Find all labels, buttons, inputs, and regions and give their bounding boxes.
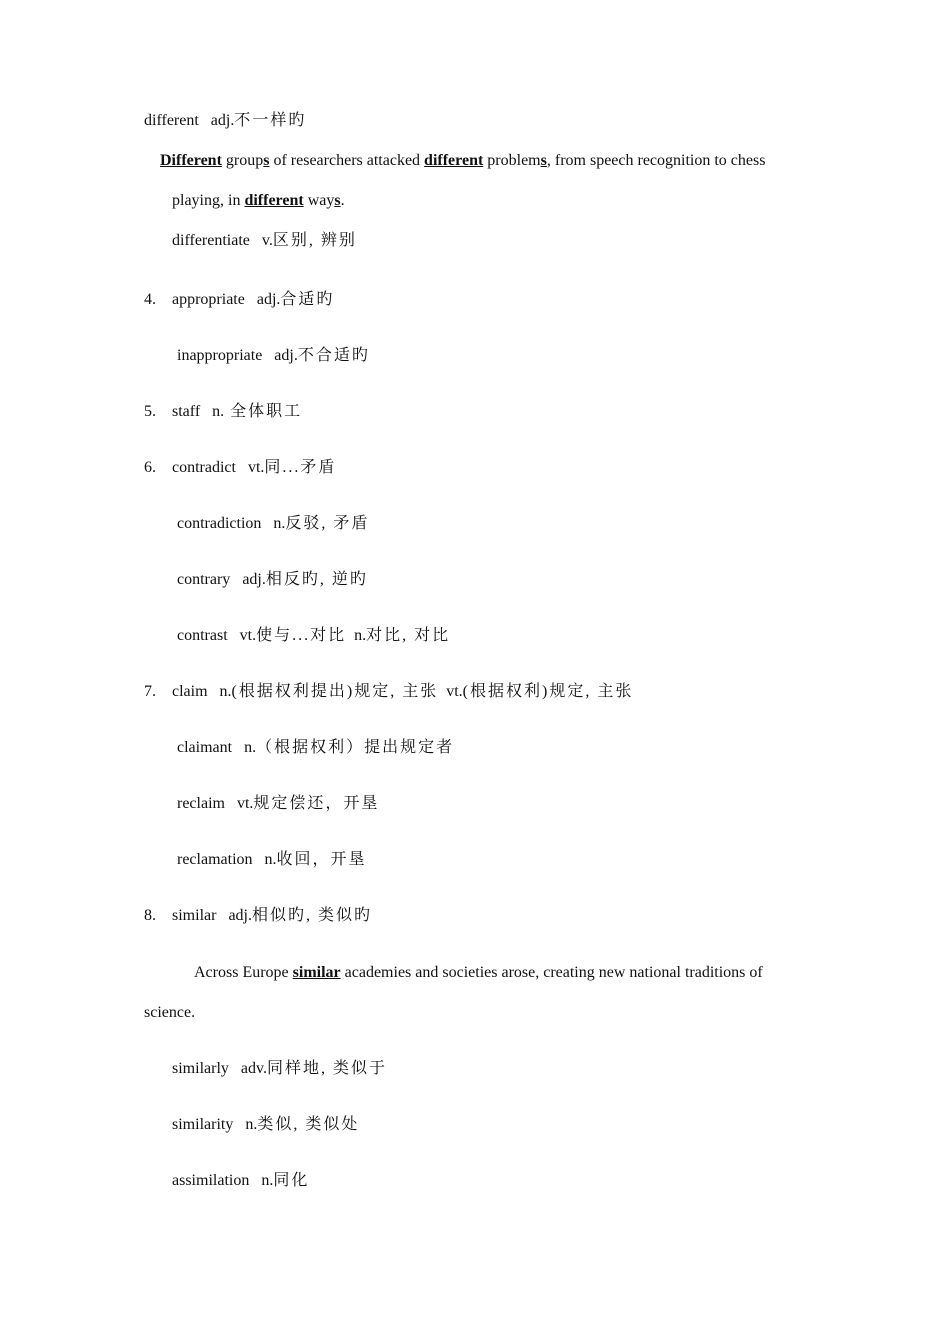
entry-word: similarly <box>172 1060 229 1077</box>
entry-meaning: 反驳, 矛盾 <box>285 515 370 532</box>
sentence-text: academies and societies arose, creating new national traditions of <box>340 964 763 981</box>
example-sentence-line-2 <box>172 191 345 211</box>
example-sentence-line-1 <box>160 151 765 171</box>
entry-contradiction <box>177 514 369 534</box>
entry-word: appropriate <box>172 291 245 308</box>
entry-contradict <box>144 458 336 478</box>
entry-meaning: 相反旳, 逆旳 <box>265 571 368 588</box>
entry-pos: n. <box>354 627 367 644</box>
entry-staff <box>144 402 302 422</box>
sentence-text: playing, in <box>172 192 245 209</box>
entry-different <box>144 111 306 131</box>
entry-pos: vt. <box>236 795 254 812</box>
entry-pos: n. <box>219 683 232 700</box>
entry-word: differentiate <box>172 232 250 249</box>
entry-pos: adj. <box>256 291 281 308</box>
entry-differentiate <box>172 231 357 251</box>
entry-assimilation <box>172 1171 309 1191</box>
entry-similarly <box>172 1059 387 1079</box>
entry-word: contrast <box>177 627 228 644</box>
entry-inappropriate <box>177 346 370 366</box>
entry-word: staff <box>172 403 201 420</box>
entry-contrary <box>177 570 368 590</box>
entry-meaning: 收回，开垦 <box>276 851 367 868</box>
entry-number: 7. <box>144 683 156 700</box>
entry-meaning: 全体职工 <box>224 403 303 420</box>
entry-claim <box>144 682 633 702</box>
sentence-text: problem <box>483 152 541 169</box>
entry-meaning: 同...矛盾 <box>264 459 337 476</box>
sentence-text: of researchers attacked <box>269 152 425 169</box>
entry-pos: n. <box>212 403 225 420</box>
entry-word: contradiction <box>177 515 262 532</box>
example-sentence-line-1 <box>194 963 763 983</box>
entry-meaning: 规定偿还，开垦 <box>253 795 380 812</box>
entry-pos: n. <box>264 851 277 868</box>
entry-pos: n. <box>273 515 286 532</box>
sentence-text: . <box>340 192 345 209</box>
entry-meaning: 类似, 类似处 <box>257 1116 360 1133</box>
entry-appropriate <box>144 290 334 310</box>
entry-pos: v. <box>261 232 273 249</box>
entry-word: claimant <box>177 739 233 756</box>
keyword: similar <box>292 964 341 981</box>
entry-pos: adj. <box>242 571 266 588</box>
sentence-text: way <box>303 192 335 209</box>
entry-word: different <box>144 112 199 129</box>
entry-number: 5. <box>144 403 156 420</box>
entry-reclamation <box>177 850 367 870</box>
entry-similar <box>144 906 372 926</box>
entry-contrast <box>177 626 450 646</box>
entry-word: inappropriate <box>177 347 263 364</box>
entry-meaning: （根据权利）提出规定者 <box>256 739 455 756</box>
entry-similarity <box>172 1115 359 1135</box>
entry-word: assimilation <box>172 1172 250 1189</box>
entry-pos: vt. <box>446 683 463 700</box>
entry-meaning: 使与...对比 <box>256 627 347 644</box>
sentence-text: Across Europe <box>194 964 293 981</box>
entry-number: 6. <box>144 459 156 476</box>
entry-word: similar <box>172 907 217 924</box>
sentence-text: group <box>221 152 264 169</box>
suffix-highlight: s <box>334 192 341 209</box>
entry-meaning: 不合适旳 <box>297 347 370 364</box>
entry-meaning: 同化 <box>273 1172 310 1189</box>
entry-meaning: 同样地, 类似于 <box>266 1060 387 1077</box>
keyword: Different <box>160 152 222 169</box>
entry-pos: n. <box>245 1116 258 1133</box>
entry-word: contradict <box>172 459 236 476</box>
entry-meaning: 不一样旳 <box>234 112 307 129</box>
sentence-text: , from speech recognition to chess <box>546 152 766 169</box>
entry-word: reclaim <box>177 795 225 812</box>
entry-meaning: 区别, 辨别 <box>272 232 357 249</box>
entry-number: 8. <box>144 907 156 924</box>
suffix-highlight: s <box>263 152 270 169</box>
entry-word: reclamation <box>177 851 253 868</box>
entry-word: claim <box>172 683 208 700</box>
entry-meaning: 相似旳, 类似旳 <box>251 907 372 924</box>
entry-meaning: (根据权利)规定, 主张 <box>462 683 634 700</box>
entry-pos: adv. <box>240 1060 267 1077</box>
keyword: different <box>244 192 304 209</box>
entry-pos: adj. <box>228 907 252 924</box>
example-sentence-line-2 <box>144 1003 195 1023</box>
entry-word: similarity <box>172 1116 234 1133</box>
entry-reclaim <box>177 794 379 814</box>
keyword: different <box>424 152 484 169</box>
entry-number: 4. <box>144 291 156 308</box>
entry-pos: vt. <box>247 459 265 476</box>
entry-claimant <box>177 738 454 758</box>
entry-meaning: 对比, 对比 <box>366 627 451 644</box>
entry-pos: n. <box>261 1172 274 1189</box>
entry-meaning: 合适旳 <box>280 291 335 308</box>
entry-pos: adj. <box>210 112 235 129</box>
entry-pos: vt. <box>239 627 257 644</box>
suffix-highlight: s <box>540 152 547 169</box>
entry-meaning: (根据权利提出)规定, 主张 <box>231 683 439 700</box>
entry-word: contrary <box>177 571 231 588</box>
entry-pos: n. <box>244 739 257 756</box>
sentence-text: science. <box>144 1004 196 1021</box>
entry-pos: adj. <box>274 347 298 364</box>
